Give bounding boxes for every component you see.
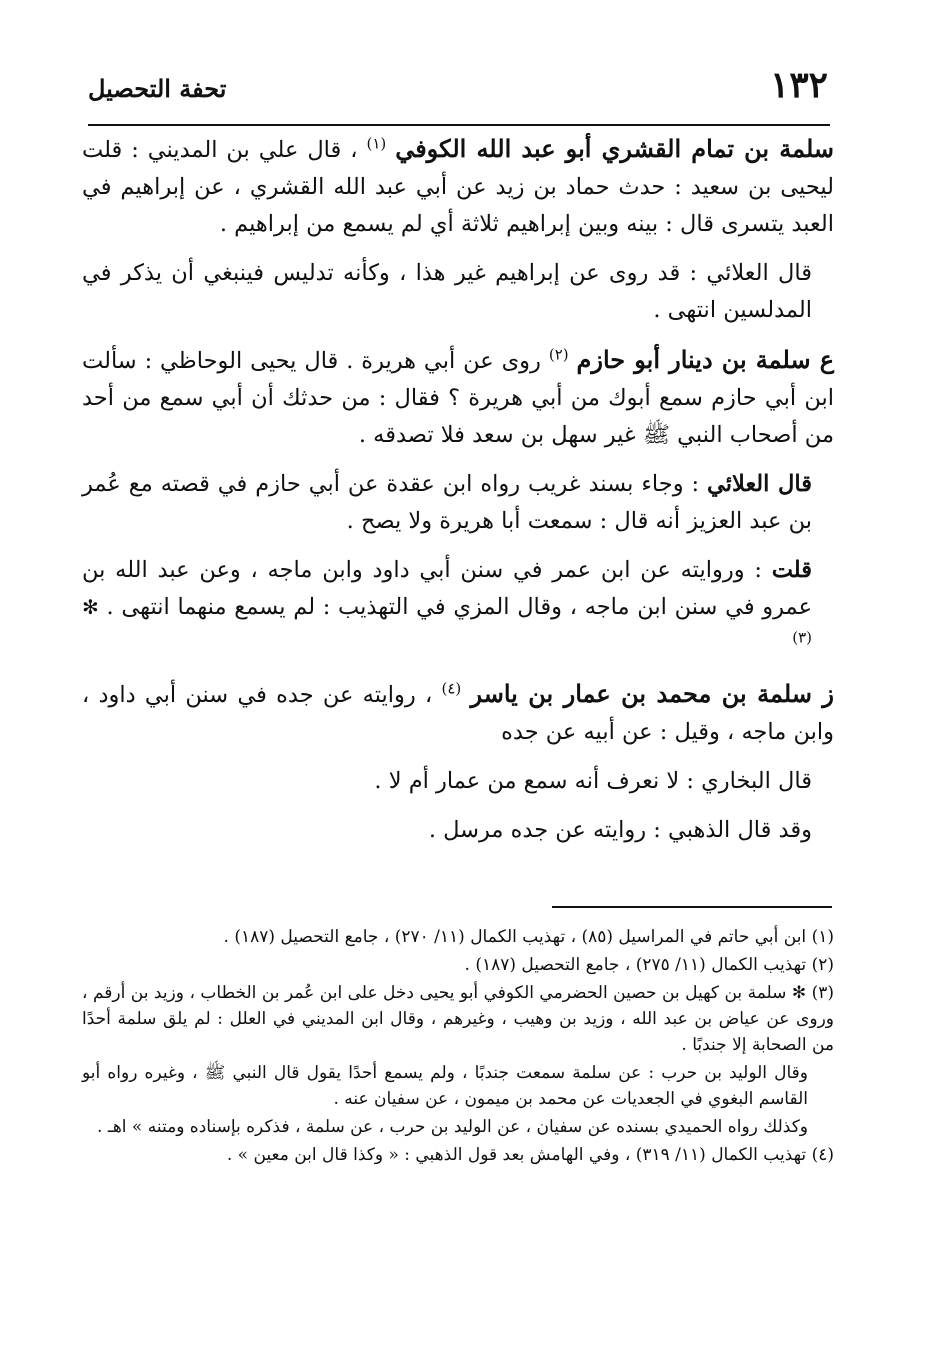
footnote-ref: (٣) <box>792 628 812 647</box>
entry-body: : وجاء بسند غريب رواه ابن عقدة عن أبي حازم في قصته مع عُمر بن عبد العزيز أنه قال : سمعت أبا هريرة ولا يصح . <box>82 471 812 534</box>
footnote-2 <box>82 952 834 978</box>
entry-body: ، قال علي بن المديني : قلت ليحيى بن سعيد : حدث حماد بن زيد عن أبي عبد الله القشري ، عن إبراهيم في العبد يتسرى قال : بينه وبين إبراهيم ثلاثة أي لم يسمع من إبراهيم . <box>82 137 834 237</box>
footnote-1 <box>82 924 834 950</box>
entry-salama-ibn-tammam <box>82 130 834 243</box>
star-marker: ✻ <box>82 595 99 619</box>
footnote-3-continued <box>82 1060 834 1112</box>
entry-body: ، روايته عن جده في سنن أبي داود ، وابن ماجه ، وقيل : عن أبيه عن جده <box>82 682 834 745</box>
bukhari-comment <box>82 763 834 800</box>
page-header <box>88 64 828 124</box>
footnote-3-continued <box>82 1114 834 1140</box>
comment-lead: قلت <box>771 557 813 583</box>
main-text <box>82 130 834 861</box>
header-rule <box>88 124 830 126</box>
footnote-text: ابن أبي حاتم في المراسيل (٨٥) ، تهذيب الكمال (١١/ ٢٧٠) ، جامع التحصيل (١٨٧) . <box>223 927 807 947</box>
footnote-text: وقال الوليد بن حرب : عن سلمة سمعت جندبًا ، ولم يسمع أحدًا يقول قال النبي ﷺ ، وغيره رواه أبو القاسم البغوي في الجعديات عن محمد بن ميمون ، عن سفيان عنه . <box>82 1063 808 1109</box>
footnote-text: ✻ سلمة بن كهيل بن حصين الحضرمي الكوفي أبو يحيى دخل على ابن عُمر بن الخطاب ، وزيد بن أرقم ، وروى عن عياض بن عبد الله ، وزيد بن وهيب ، وغيرهم ، وقال ابن المديني في العلل : لم يلق سلمة أحدًا من الصحابة إلا جندبًا . <box>82 983 834 1055</box>
footnote-ref: (٢) <box>548 345 569 364</box>
dhahabi-comment <box>82 812 834 849</box>
footnote-number: (٢) <box>811 955 834 975</box>
entry-heading: سلمة بن تمام القشري أبو عبد الله الكوفي <box>395 134 835 163</box>
entry-body: قال العلائي : قد روى عن إبراهيم غير هذا ، وكأنه تدليس فينبغي أن يذكر في المدلسين انتهى . <box>82 260 812 323</box>
alai-comment <box>82 255 834 329</box>
footnote-ref: (٤) <box>441 679 462 698</box>
entry-body: وقد قال الذهبي : روايته عن جده مرسل . <box>428 817 812 843</box>
entry-heading: ع سلمة بن دينار أبو حازم <box>576 345 835 374</box>
footnotes <box>82 924 834 1170</box>
entry-salama-ibn-muhammad <box>82 675 834 751</box>
footnote-rule <box>552 906 832 908</box>
entry-body: قال البخاري : لا نعرف أنه سمع من عمار أم لا . <box>374 768 812 794</box>
entry-body: : وروايته عن ابن عمر في سنن أبي داود وابن ماجه ، وعن عبد الله بن عمرو في سنن ابن ماجه ، وقال المزي في التهذيب : لم يسمع منهما انتهى . <box>82 557 812 620</box>
alai-comment-2 <box>82 466 834 540</box>
footnote-text: تهذيب الكمال (١١/ ٢٧٥) ، جامع التحصيل (١٨٧) . <box>464 955 807 975</box>
footnote-number: (٤) <box>811 1145 834 1165</box>
comment-lead: قال العلائي <box>707 471 812 497</box>
footnote-ref: (١) <box>366 134 387 153</box>
entry-heading: ز سلمة بن محمد بن عمار بن ياسر <box>470 679 834 708</box>
footnote-text: تهذيب الكمال (١١/ ٣١٩) ، وفي الهامش بعد قول الذهبي : « وكذا قال ابن معين » . <box>226 1145 807 1165</box>
footnote-text: وكذلك رواه الحميدي بسنده عن سفيان ، عن الوليد بن حرب ، عن سلمة ، فذكره بإسناده ومتنه » اهـ . <box>97 1117 808 1137</box>
footnote-number: (٣) <box>811 983 835 1003</box>
page-number: ١٣٢ <box>769 64 828 106</box>
entry-body: روى عن أبي هريرة . قال يحيى الوحاظي : سألت ابن أبي حازم سمع أبوك من أبي هريرة ؟ فقال : من حدثك أن أبي سمع من أحد من أصحاب النبي ﷺ غير سهل بن سعد فلا تصدقه . <box>82 348 834 448</box>
entry-salama-ibn-dinar <box>82 341 834 454</box>
footnote-3 <box>82 980 834 1058</box>
footnote-number: (١) <box>811 927 834 947</box>
running-title: تحفة التحصيل <box>88 74 227 103</box>
author-note <box>82 552 834 663</box>
footnote-4 <box>82 1142 834 1168</box>
